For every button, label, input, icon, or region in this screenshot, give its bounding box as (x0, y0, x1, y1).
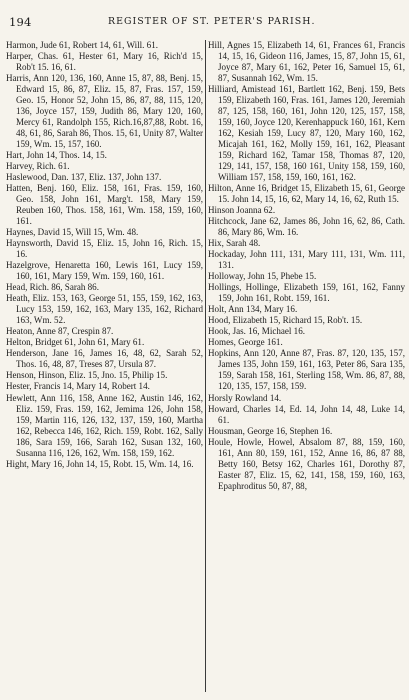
index-entry: Hook, Jas. 16, Michael 16. (208, 326, 305, 337)
index-column-left (6, 40, 203, 470)
index-entry: Holt, Ann 134, Mary 16. (208, 304, 298, 315)
index-entry: Hollings, Hollinge, Elizabeth 159, 161, 162, Fanny 159, John 161, Robt. 159, 161. (208, 282, 405, 304)
index-entry: Housman, George 16, Stephen 16. (208, 425, 333, 436)
index-entry: Hitchcock, Jane 62, James 86, John 16, 62, 86, Cath. 86, Mary 86, Wm. 16. (208, 216, 405, 238)
index-entry: Horsly Rowland 14. (208, 392, 282, 403)
index-entry: Harper, Chas. 61, Hester 61, Mary 16, Rich'd 15, Rob't 15. 16, 61. (6, 51, 203, 73)
index-entry: Hewlett, Ann 116, 158, Anne 162, Austin 146, 162, Eliz. 159, Fras. 159, 162, Jemima 126, John 158, 159, Martin 116, 126, 132, 137, 159, 160, Martha 162, Rebecca 146, 162, Rich. 159, Robt. 162, Sally 186, Sara 159, 166, Sarah 162, Susan 132, 160, Susanna 116, 126, 162, Wm. 158, 159, 162. (6, 392, 203, 458)
index-entry: Hart, John 14, Thos. 14, 15. (6, 150, 107, 161)
index-entry: Heath, Eliz. 153, 163, George 51, 155, 159, 162, 163, Lucy 153, 159, 162, 163, Mary 135, 162, Richard 163, Wm. 52. (6, 293, 203, 326)
index-entry: Hester, Francis 14, Mary 14, Robert 14. (6, 381, 150, 392)
index-entry: Haslewood, Dan. 137, Eliz. 137, John 137. (6, 172, 162, 183)
index-entry: Harvey, Rich. 61. (6, 161, 70, 172)
index-entry: Homes, George 161. (208, 337, 283, 348)
index-column-right (208, 40, 405, 492)
index-entry: Holloway, John 15, Phebe 15. (208, 271, 317, 282)
index-entry: Haynsworth, David 15, Eliz. 15, John 16, Rich. 15, 16. (6, 238, 203, 260)
index-entry: Hazelgrove, Henaretta 160, Lewis 161, Lucy 159, 160, 161, Mary 159, Wm. 159, 160, 161. (6, 260, 203, 282)
column-divider (205, 40, 206, 692)
index-entry: Heaton, Anne 87, Crespin 87. (6, 326, 114, 337)
index-entry: Howard, Charles 14, Ed. 14, John 14, 48, Luke 14, 61. (208, 403, 405, 425)
index-entry: Hatten, Benj. 160, Eliz. 158, 161, Fras. 159, 160, Geo. 158, John 161, Marg't. 158, Mary 159, Reuben 160, Thos. 158, 161, Wm. 158, 159, 160, 161. (6, 183, 203, 227)
index-entry: Hinson Joanna 62. (208, 205, 276, 216)
page-header (0, 0, 409, 40)
page-number: 194 (9, 15, 32, 29)
index-entry: Henson, Hinson, Eliz. 15, Jno. 15, Philip 15. (6, 370, 168, 381)
index-entry: Hix, Sarah 48. (208, 238, 261, 249)
index-entry: Hopkins, Ann 120, Anne 87, Fras. 87, 120, 135, 157, James 135, John 159, 161, 163, Peter 86, Sara 135, 159, Sarah 158, 161, Sterling 158, Wm. 86, 87, 88, 120, 135, 157, 158, 159. (208, 348, 405, 392)
running-title: REGISTER OF ST. PETER'S PARISH. (108, 16, 316, 27)
index-entry: Hill, Agnes 15, Elizabeth 14, 61, Frances 61, Francis 14, 15, 16, Gideon 116, James, 15, 87, John 15, 61, Joyce 87, Mary 61, 162, Peter 16, Samuel 15, 61, 87, Susannah 162, Wm. 15. (208, 40, 405, 84)
index-entry: Harmon, Jude 61, Robert 14, 61, Will. 61. (6, 40, 158, 50)
index-entry: Helton, Bridget 61, John 61, Mary 61. (6, 337, 145, 348)
index-entry: Hood, Elizabeth 15, Richard 15, Rob't. 15. (208, 315, 363, 326)
index-entry: Henderson, Jane 16, James 16, 48, 62, Sarah 52, Thos. 16, 48, 87, Treses 87, Ursula 87. (6, 348, 203, 370)
index-entry: Houle, Howle, Howel, Absalom 87, 88, 159, 160, 161, Ann 80, 159, 161, 152, Anne 16, 86, 87 88, Betty 160, Betsy 162, Charles 161, Dorothy 87, Easter 87, Eliz. 15, 62, 141, 158, 159, 160, 163, Epaphroditus 50, 87, 88, (208, 436, 405, 491)
index-entry: Hight, Mary 16, John 14, 15, Robt. 15, Wm. 14, 16. (6, 458, 194, 469)
index-entry: Hilliard, Amistead 161, Bartlett 162, Benj. 159, Bets 159, Elizabeth 160, Fras. 161, James 120, Jeremiah 87, 125, 158, 160, 161, John 120, 125, 157, 158, 159, 160, Joyce 120, Kerenhappuck 160, 161, Kern 162, Kesiah 159, Lucy 87, 120, Mary 160, 162, Micajah 161, 162, Molly 159, 161, 162, Pleasant 159, Richard 162, Tamar 158, Thomas 87, 120, 129, 141, 157, 158, 160 161, Unity 158, 159, 160, William 157, 158, 159, 160, 161, 162. (208, 84, 405, 183)
index-entry: Hockaday, John 111, 131, Mary 111, 131, Wm. 111, 131. (208, 249, 405, 271)
index-entry: Head, Rich. 86, Sarah 86. (6, 282, 99, 293)
index-entry: Harris, Ann 120, 136, 160, Anne 15, 87, 88, Benj. 15, Edward 15, 86, 87, Eliz. 15, 87, Fras. 157, 159, Geo. 15, Honor 52, John 15, 86, 87, 88, 115, 120, 136, Joyce 157, 159, Judith 86, Mary 120, 160, Mercy 61, Randolph 155, Rich.16,87,88, Robt. 16, 48, 61, 86, Sarah 86, Thos. 15, 61, Unity 87, Walter 159, Wm. 15, 157, 160. (6, 73, 203, 150)
index-entry: Hilton, Anne 16, Bridget 15, Elizabeth 15, 61, George 15. John 14, 15, 16, 62, Mary 14, 16, 62, Ruth 15. (208, 183, 405, 205)
index-entry: Haynes, David 15, Will 15, Wm. 48. (6, 227, 139, 238)
